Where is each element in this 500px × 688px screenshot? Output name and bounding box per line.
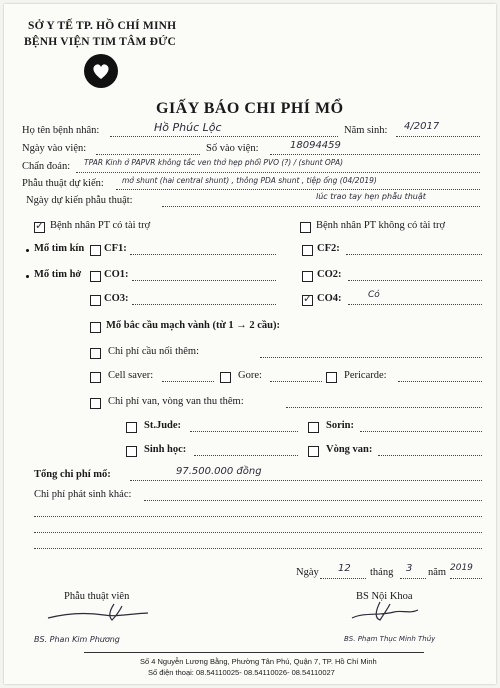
valve-ring-line [286,407,482,408]
footer-phones: Số điện thoại: 08.54110025- 08.54110026- 08.54110027 [148,668,335,677]
without-sponsor-checkbox[interactable] [300,222,311,233]
st-jude-line [190,431,298,432]
gore-checkbox[interactable] [220,372,231,383]
month-label: tháng [370,567,394,578]
hospital-name: BỆNH VIỆN TIM TÂM ĐỨC [24,36,177,48]
planned-date-value: lúc trao tay hẹn phẫu thuật [316,192,426,201]
extra-bypass-checkbox[interactable] [90,348,101,359]
bullet-icon [26,275,29,278]
year-label: năm [428,567,447,578]
day-value: 12 [338,563,351,574]
internist-name: BS. Phạm Thục Minh Thủy [344,635,436,643]
extra-costs-line-4 [34,548,482,549]
planned-date-label: Ngày dự kiến phẫu thuật: [26,195,133,206]
day-line [320,578,366,579]
co4-checkbox[interactable] [302,295,313,306]
co4-label: CO4: [317,293,342,304]
gore-line [270,381,322,382]
surgeon-name: BS. Phan Kim Phương [34,635,120,644]
diagnosis-label: Chẩn đoán: [22,161,71,172]
record-no-line [270,154,480,155]
cell-saver-line [162,381,214,382]
co2-checkbox[interactable] [302,271,313,282]
document-sheet [4,4,496,684]
extra-costs-line-3 [34,532,482,533]
with-sponsor-label: Bệnh nhân PT có tài trợ [50,220,151,231]
total-label: Tổng chi phí mổ: [34,469,111,480]
planned-date-line [162,206,480,207]
day-label: Ngày [296,567,319,578]
admission-date-line [96,154,200,155]
birth-year-label: Năm sinh: [344,125,388,136]
co3-checkbox[interactable] [90,295,101,306]
internist-signature [344,598,424,626]
total-line [130,480,482,481]
cf1-label: CF1: [104,243,127,254]
co3-line [132,304,276,305]
sorin-checkbox[interactable] [308,422,319,433]
surgeon-title: Phẫu thuật viên [64,591,130,602]
surgeon-signature [44,600,154,624]
sorin-label: Sorin: [326,420,355,431]
cf2-line [346,254,482,255]
extra-costs-label: Chi phí phát sinh khác: [34,489,132,500]
ring-line [378,455,482,456]
diagnosis-line [76,172,480,173]
admission-date-label: Ngày vào viện: [22,143,87,154]
year-value: 2019 [450,563,473,573]
birth-year-value: 4/2017 [404,121,440,132]
without-sponsor-label: Bệnh nhân PT không có tài trợ [316,220,446,231]
footer-divider [84,652,424,653]
gore-label: Gore: [238,370,262,381]
biological-checkbox[interactable] [126,446,137,457]
pericarde-checkbox[interactable] [326,372,337,383]
extra-costs-line-2 [34,516,482,517]
cf1-checkbox[interactable] [90,245,101,256]
co1-checkbox[interactable] [90,271,101,282]
closed-heart-label: Mổ tim kín [34,243,85,254]
cf2-label: CF2: [317,243,340,254]
total-value: 97.500.000 đồng [176,466,262,477]
ring-checkbox[interactable] [308,446,319,457]
co2-line [348,280,482,281]
page-title: GIẤY BÁO CHI PHÍ MỔ [156,100,344,117]
co3-label: CO3: [104,293,129,304]
cf1-line [130,254,276,255]
internist-title: BS Nội Khoa [356,591,413,602]
month-value: 3 [406,563,413,574]
co1-label: CO1: [104,269,129,280]
co1-line [132,280,276,281]
record-no-label: Số vào viện: [206,143,259,154]
month-line [400,578,426,579]
co4-value: Có [368,290,380,300]
surgery-line [116,189,480,190]
patient-name-line [110,136,338,137]
ring-label: Vòng van: [326,444,373,455]
open-heart-label: Mổ tim hở [34,269,82,280]
surgery-label: Phẫu thuật dự kiến: [22,178,104,189]
st-jude-checkbox[interactable] [126,422,137,433]
extra-bypass-line [260,357,482,358]
bypass-label: Mổ bắc cầu mạch vành (từ 1 → 2 cầu): [106,320,280,331]
bullet-icon [26,249,29,252]
ministry-name: SỞ Y TẾ TP. HỒ CHÍ MINH [28,20,177,32]
surgery-value: mở shunt (hai central shunt) , thông PDA shunt , tiệp ống (04/2019) [122,176,377,185]
extra-bypass-label: Chi phí cầu nối thêm: [108,346,199,357]
cell-saver-checkbox[interactable] [90,372,101,383]
valve-ring-checkbox[interactable] [90,398,101,409]
biological-label: Sinh học: [144,444,187,455]
cell-saver-label: Cell saver: [108,370,154,381]
with-sponsor-checkbox[interactable] [34,222,45,233]
extra-costs-line-1 [144,500,482,501]
pericarde-line [398,381,482,382]
patient-name-value: Hồ Phúc Lộc [154,121,222,134]
patient-name-label: Họ tên bệnh nhân: [22,125,100,136]
year-line [450,578,482,579]
heart-icon [84,54,118,88]
bypass-checkbox[interactable] [90,322,101,333]
valve-ring-label: Chi phí van, vòng van thu thêm: [108,396,244,407]
diagnosis-value: TPAR Kinh ở PAPVR không tắc ven thở hẹp phổi PVO (?) / (shunt OPA) [84,158,344,167]
birth-year-line [396,136,480,137]
record-no-value: 18094459 [290,140,341,151]
co4-line [348,304,482,305]
hospital-logo [84,54,118,88]
biological-line [194,455,298,456]
sorin-line [360,431,482,432]
co2-label: CO2: [317,269,342,280]
cf2-checkbox[interactable] [302,245,313,256]
footer-address: Số 4 Nguyễn Lương Bằng, Phường Tân Phú, Quận 7, TP. Hồ Chí Minh [140,657,377,666]
st-jude-label: St.Jude: [144,420,182,431]
pericarde-label: Pericarde: [344,370,387,381]
